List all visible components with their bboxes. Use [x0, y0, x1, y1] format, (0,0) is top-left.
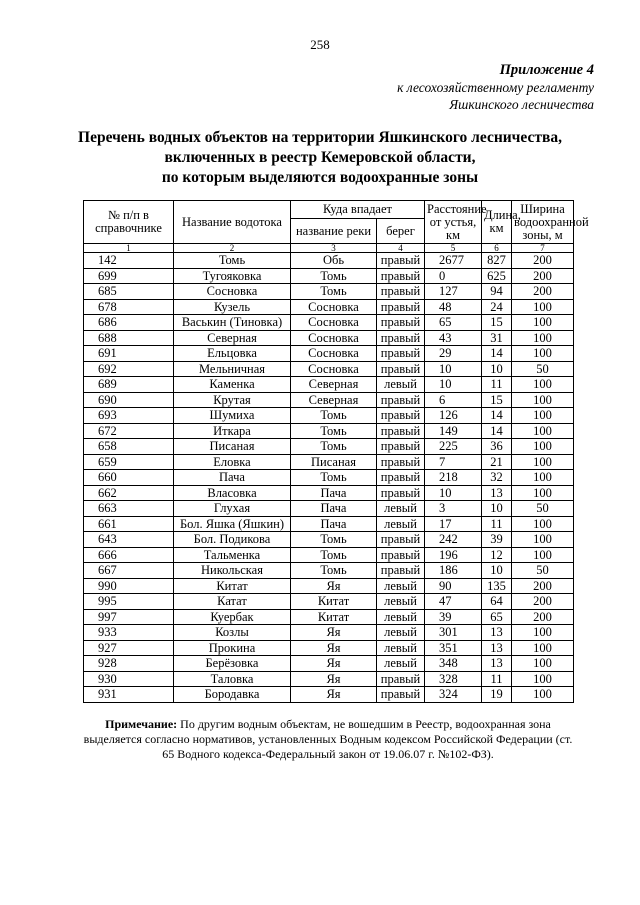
table-cell: левый — [377, 578, 425, 594]
footnote — [83, 717, 573, 762]
column-number: 1 — [84, 244, 174, 253]
table-row — [84, 284, 574, 300]
table-cell: Бородавка — [174, 687, 291, 703]
table-cell: 990 — [84, 578, 174, 594]
table-cell: Китат — [174, 578, 291, 594]
table-cell: Томь — [291, 423, 377, 439]
table-cell: 100 — [512, 423, 574, 439]
table-cell: 699 — [84, 268, 174, 284]
table-cell: 32 — [482, 470, 512, 486]
table-cell: 3 — [425, 501, 482, 517]
table-cell: 100 — [512, 439, 574, 455]
table-cell: правый — [377, 346, 425, 362]
table-row — [84, 330, 574, 346]
table-cell: правый — [377, 299, 425, 315]
table-row — [84, 516, 574, 532]
table-cell: Томь — [291, 439, 377, 455]
table-cell: Иткара — [174, 423, 291, 439]
table-cell: правый — [377, 392, 425, 408]
table-cell: 100 — [512, 547, 574, 563]
table-cell: 100 — [512, 299, 574, 315]
table-cell: Пача — [291, 516, 377, 532]
table-cell: Сосновка — [291, 346, 377, 362]
table-row — [84, 268, 574, 284]
table-cell: 24 — [482, 299, 512, 315]
table-cell: 11 — [482, 377, 512, 393]
column-number: 3 — [291, 244, 377, 253]
table-cell: 100 — [512, 516, 574, 532]
table-cell: Северная — [291, 377, 377, 393]
column-number: 4 — [377, 244, 425, 253]
table-cell: 13 — [482, 625, 512, 641]
table-cell: 17 — [425, 516, 482, 532]
header-bank: берег — [377, 219, 425, 244]
table-cell: 0 — [425, 268, 482, 284]
table-cell: левый — [377, 625, 425, 641]
table-cell: правый — [377, 408, 425, 424]
table-row — [84, 578, 574, 594]
table-cell: 94 — [482, 284, 512, 300]
table-cell: 100 — [512, 532, 574, 548]
table-cell: 200 — [512, 594, 574, 610]
table-cell: 678 — [84, 299, 174, 315]
table-cell: Сосновка — [291, 315, 377, 331]
table-cell: Сосновка — [291, 299, 377, 315]
table-row — [84, 470, 574, 486]
table-cell: 186 — [425, 563, 482, 579]
page-number: 258 — [310, 37, 330, 52]
table-cell: 995 — [84, 594, 174, 610]
table-cell: Шумиха — [174, 408, 291, 424]
table-cell: Томь — [291, 284, 377, 300]
table-cell: 6 — [425, 392, 482, 408]
table-cell: 643 — [84, 532, 174, 548]
table-cell: 15 — [482, 315, 512, 331]
table-cell: 200 — [512, 253, 574, 269]
table-cell: 100 — [512, 377, 574, 393]
table-cell: 13 — [482, 656, 512, 672]
table-cell: 100 — [512, 330, 574, 346]
table-cell: 200 — [512, 609, 574, 625]
table-cell: правый — [377, 454, 425, 470]
table-cell: 660 — [84, 470, 174, 486]
table-cell: 149 — [425, 423, 482, 439]
table-cell: Яя — [291, 687, 377, 703]
note-text: По другим водным объектам, не вошедшим в Реестр, водоохранная зона выделяется согласно нормативов, установленных Водным кодексом Российской Федерации (ст. 65 Водного кодекса-Федеральный закон от 19.06.07 г. №102-ФЗ). — [83, 717, 573, 761]
table-cell: Берёзовка — [174, 656, 291, 672]
table-cell: 200 — [512, 268, 574, 284]
table-row — [84, 439, 574, 455]
table-cell: 10 — [425, 485, 482, 501]
table-cell: 47 — [425, 594, 482, 610]
table-cell: 29 — [425, 346, 482, 362]
table-row — [84, 423, 574, 439]
table-row — [84, 346, 574, 362]
water-bodies-table — [83, 200, 589, 703]
table-cell: 2677 — [425, 253, 482, 269]
table-row — [84, 501, 574, 517]
table-cell: 351 — [425, 640, 482, 656]
table-cell: 100 — [512, 656, 574, 672]
table-row — [84, 532, 574, 548]
table-cell: 225 — [425, 439, 482, 455]
table-cell: 135 — [482, 578, 512, 594]
table-cell: Китат — [291, 594, 377, 610]
appendix-header — [397, 62, 594, 113]
table-cell: 12 — [482, 547, 512, 563]
table-cell: Обь — [291, 253, 377, 269]
table-cell: Пача — [291, 485, 377, 501]
table-cell: Прокина — [174, 640, 291, 656]
table-cell: Васькин (Тиновка) — [174, 315, 291, 331]
table-cell: 927 — [84, 640, 174, 656]
table-cell: правый — [377, 532, 425, 548]
table-row — [84, 408, 574, 424]
table-cell: Крутая — [174, 392, 291, 408]
table-cell: Яя — [291, 656, 377, 672]
table-cell: правый — [377, 268, 425, 284]
table-cell: 14 — [482, 423, 512, 439]
table-cell: 827 — [482, 253, 512, 269]
table-cell: правый — [377, 330, 425, 346]
table-cell: 625 — [482, 268, 512, 284]
table-cell: 65 — [425, 315, 482, 331]
title-line-2: включенных в реестр Кемеровской области, — [164, 149, 476, 166]
table-cell: 662 — [84, 485, 174, 501]
table-cell: Северная — [291, 392, 377, 408]
table-row — [84, 687, 574, 703]
table-cell: правый — [377, 253, 425, 269]
table-cell: 15 — [482, 392, 512, 408]
table-cell: правый — [377, 470, 425, 486]
table-cell: 692 — [84, 361, 174, 377]
column-number: 7 — [512, 244, 574, 253]
table-cell: 10 — [482, 361, 512, 377]
table-cell: Пача — [291, 501, 377, 517]
appendix-subtitle-2: Яшкинского лесничества — [449, 97, 594, 112]
table-cell: Яя — [291, 625, 377, 641]
table-cell: 301 — [425, 625, 482, 641]
table-cell: 126 — [425, 408, 482, 424]
table-cell: Китат — [291, 609, 377, 625]
table-cell: правый — [377, 563, 425, 579]
table-cell: Бол. Яшка (Яшкин) — [174, 516, 291, 532]
appendix-title: Приложение 4 — [499, 62, 594, 78]
table-cell: Таловка — [174, 671, 291, 687]
table-row — [84, 253, 574, 269]
table-cell: 931 — [84, 687, 174, 703]
table-row — [84, 594, 574, 610]
column-number: 5 — [425, 244, 482, 253]
table-cell: Яя — [291, 640, 377, 656]
title-line-3: по которым выделяются водоохранные зоны — [161, 169, 479, 186]
table-cell: 7 — [425, 454, 482, 470]
table-cell: 685 — [84, 284, 174, 300]
table-cell: правый — [377, 439, 425, 455]
table-cell: Тугояковка — [174, 268, 291, 284]
header-river-name: название реки — [291, 219, 377, 244]
table-row — [84, 656, 574, 672]
table-cell: 693 — [84, 408, 174, 424]
table-cell: правый — [377, 284, 425, 300]
table-cell: 100 — [512, 346, 574, 362]
table-cell: Томь — [291, 408, 377, 424]
table-cell: 10 — [425, 361, 482, 377]
table-cell: Мельничная — [174, 361, 291, 377]
table-cell: 672 — [84, 423, 174, 439]
table-cell: левый — [377, 501, 425, 517]
table-cell: 688 — [84, 330, 174, 346]
table-row — [84, 625, 574, 641]
table-cell: 14 — [482, 346, 512, 362]
header-name: Название водотока — [174, 201, 291, 244]
table-row — [84, 563, 574, 579]
table-cell: Яя — [291, 578, 377, 594]
table-row — [84, 361, 574, 377]
table-cell: Томь — [291, 563, 377, 579]
header-length: Длина, км — [482, 201, 512, 244]
table-cell: Сосновка — [174, 284, 291, 300]
table-cell: правый — [377, 547, 425, 563]
table-cell: 658 — [84, 439, 174, 455]
header-id: № п/п в справочнике — [84, 201, 174, 244]
table-cell: 39 — [482, 532, 512, 548]
table-cell: 90 — [425, 578, 482, 594]
table-cell: 661 — [84, 516, 174, 532]
table-cell: 21 — [482, 454, 512, 470]
table-cell: Бол. Подикова — [174, 532, 291, 548]
table-row — [84, 315, 574, 331]
table-row — [84, 299, 574, 315]
table-cell: левый — [377, 594, 425, 610]
table-cell: Власовка — [174, 485, 291, 501]
table-cell: левый — [377, 609, 425, 625]
table-body — [84, 253, 574, 703]
table-cell: 14 — [482, 408, 512, 424]
table-cell: 691 — [84, 346, 174, 362]
table-cell: 142 — [84, 253, 174, 269]
table-cell: Еловка — [174, 454, 291, 470]
table-cell: 218 — [425, 470, 482, 486]
title-line-1: Перечень водных объектов на территории Яшкинского лесничества, — [78, 129, 562, 146]
table-cell: 100 — [512, 671, 574, 687]
table-cell: 200 — [512, 284, 574, 300]
table-cell: 50 — [512, 361, 574, 377]
header-width: Ширина водоохранной зоны, м — [512, 201, 574, 244]
table-cell: левый — [377, 640, 425, 656]
table-cell: 328 — [425, 671, 482, 687]
table-cell: 196 — [425, 547, 482, 563]
table-row — [84, 485, 574, 501]
table-cell: Каменка — [174, 377, 291, 393]
table-cell: правый — [377, 361, 425, 377]
table-cell: 100 — [512, 454, 574, 470]
table-cell: Козлы — [174, 625, 291, 641]
table-cell: 100 — [512, 485, 574, 501]
column-number: 6 — [482, 244, 512, 253]
table-cell: 50 — [512, 501, 574, 517]
table-row — [84, 377, 574, 393]
table-cell: 997 — [84, 609, 174, 625]
table-cell: 100 — [512, 470, 574, 486]
header-distance: Расстояние от устья, км — [425, 201, 482, 244]
table-cell: 10 — [482, 501, 512, 517]
table-cell: левый — [377, 377, 425, 393]
table-cell: Писаная — [291, 454, 377, 470]
table-cell: Северная — [174, 330, 291, 346]
table-cell: правый — [377, 671, 425, 687]
table-cell: Кузель — [174, 299, 291, 315]
table-cell: Сосновка — [291, 361, 377, 377]
column-number: 2 — [174, 244, 291, 253]
table-cell: 100 — [512, 315, 574, 331]
table-row — [84, 671, 574, 687]
table-cell: Пача — [174, 470, 291, 486]
table-cell: 689 — [84, 377, 174, 393]
table-cell: 64 — [482, 594, 512, 610]
table-cell: 39 — [425, 609, 482, 625]
table-cell: Глухая — [174, 501, 291, 517]
table-cell: Томь — [291, 268, 377, 284]
table-cell: 324 — [425, 687, 482, 703]
table-cell: Томь — [291, 547, 377, 563]
table-cell: 200 — [512, 578, 574, 594]
table-cell: правый — [377, 315, 425, 331]
table-cell: Сосновка — [291, 330, 377, 346]
table-cell: 13 — [482, 485, 512, 501]
table-row — [84, 640, 574, 656]
table-cell: 31 — [482, 330, 512, 346]
table-cell: правый — [377, 687, 425, 703]
table-cell: Яя — [291, 671, 377, 687]
table-cell: 928 — [84, 656, 174, 672]
table-cell: 686 — [84, 315, 174, 331]
table-cell: 10 — [425, 377, 482, 393]
table-cell: Ельцовка — [174, 346, 291, 362]
table-cell: 127 — [425, 284, 482, 300]
table-cell: 100 — [512, 625, 574, 641]
table-cell: Никольская — [174, 563, 291, 579]
table-cell: Томь — [291, 470, 377, 486]
table-row — [84, 609, 574, 625]
table-cell: 666 — [84, 547, 174, 563]
table-cell: 663 — [84, 501, 174, 517]
table-cell: левый — [377, 516, 425, 532]
table-cell: Томь — [291, 532, 377, 548]
table-cell: Писаная — [174, 439, 291, 455]
table-cell: 48 — [425, 299, 482, 315]
table-cell: Томь — [174, 253, 291, 269]
table-cell: 11 — [482, 516, 512, 532]
table-cell: 100 — [512, 392, 574, 408]
table-cell: 348 — [425, 656, 482, 672]
header-flows-into: Куда впадает — [291, 201, 425, 219]
table-cell: 242 — [425, 532, 482, 548]
table-cell: 100 — [512, 408, 574, 424]
document-title — [0, 128, 640, 188]
table-cell: 50 — [512, 563, 574, 579]
table-cell: 36 — [482, 439, 512, 455]
note-label: Примечание: — [105, 717, 178, 731]
table-cell: 690 — [84, 392, 174, 408]
table-cell: 667 — [84, 563, 174, 579]
table-cell: 100 — [512, 640, 574, 656]
table-cell: 13 — [482, 640, 512, 656]
table-cell: 933 — [84, 625, 174, 641]
table-cell: Тальменка — [174, 547, 291, 563]
appendix-subtitle-1: к лесохозяйственному регламенту — [397, 80, 594, 95]
table-cell: Куербак — [174, 609, 291, 625]
table-row — [84, 547, 574, 563]
table-cell: 19 — [482, 687, 512, 703]
table-cell: левый — [377, 656, 425, 672]
table-cell: 100 — [512, 687, 574, 703]
table-cell: 10 — [482, 563, 512, 579]
table-cell: 43 — [425, 330, 482, 346]
table-cell: 65 — [482, 609, 512, 625]
table-cell: 930 — [84, 671, 174, 687]
table-cell: 659 — [84, 454, 174, 470]
table-cell: правый — [377, 423, 425, 439]
table-row — [84, 392, 574, 408]
table-row — [84, 454, 574, 470]
table-cell: 11 — [482, 671, 512, 687]
table-cell: Катат — [174, 594, 291, 610]
table-cell: правый — [377, 485, 425, 501]
